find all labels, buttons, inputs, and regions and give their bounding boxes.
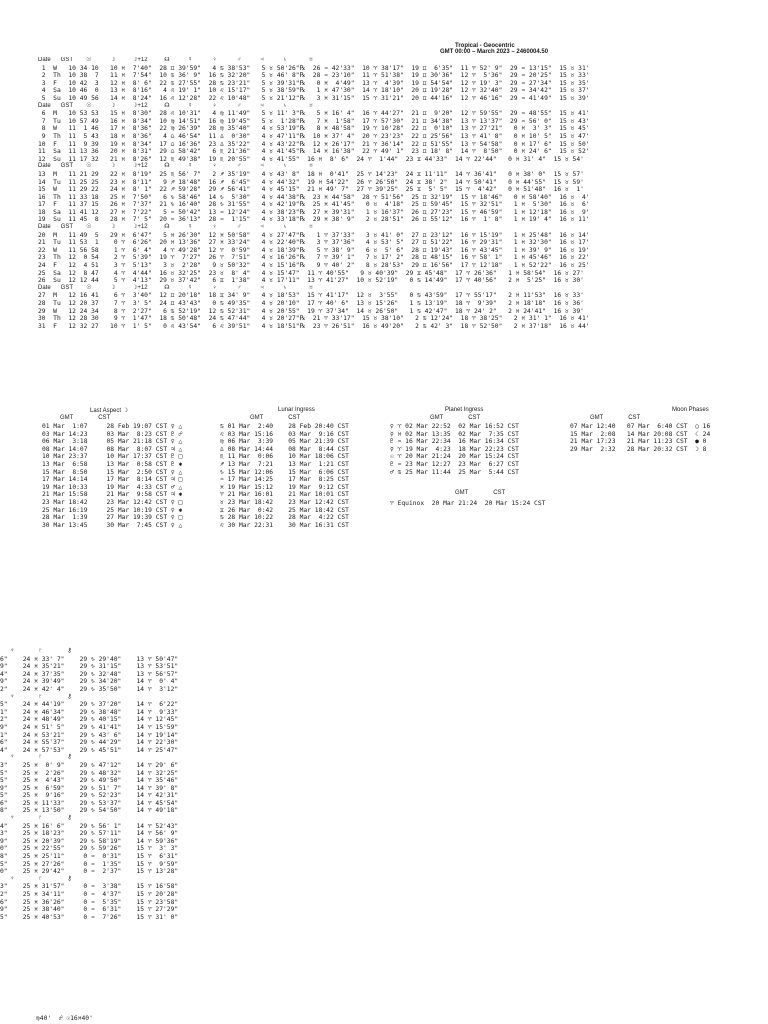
week-header: Date GST ☉ ☽ ☽+12 ☊ ☿ ♀ ♂ ♃ ♄ ♅	[38, 163, 314, 170]
ephemeris-row: 24 F 12 4 51 3 ♈ 5'13" 3 ♉ 2'28" 9 ♉ 50'32" 4 ♉ 15'16"℞ 9 ♈ 40' 2" 8 ♉ 28'53" 29 ♊ 16'56" 17 ♈ 12'18" 1 ♓ 52'22" 16 ♉ 25'	[38, 262, 590, 270]
outer-planet-row: 1" 24 ♓ 46'34" 29 ♑ 38'48" 14 ♈ 9'33"	[0, 708, 179, 716]
aspects-list	[42, 423, 182, 529]
ephemeris-row: 23 Th 12 0 54 2 ♈ 5'39" 19 ♈ 7'27" 26 ♈ 7'51" 4 ♉ 16'26"℞ 7 ♈ 39' 1" 7 ♉ 17' 2" 28 ♊ 48'15" 16 ♈ 58' 1" 1 ♓ 45'46" 16 ♉ 22'	[38, 254, 590, 262]
ephemeris-row: 17 F 11 37 15 26 ♓ 7'37" 21 ♑ 16'40" 28 ♑ 31'55" 4 ♉ 42'19"℞ 25 ♓ 41'45" 0 ♉ 4'18" 25 ♊ 59'45" 15 ♈ 32'51" 1 ♓ 5'30" 16 ♉ 6'	[38, 201, 590, 209]
ephemeris-row: 6 M 10 53 53 15 ♓ 8'30" 28 ♌ 10'31" 4 ♍ 11'49" 5 ♉ 11' 3"℞ 5 ♓ 16' 4" 16 ♈ 44'27" 21 ♊ 9'20" 12 ♈ 59'55" 29 ♒ 48'55" 15 ♉ 41'	[38, 110, 590, 118]
planet-ingress-row: ♂ ♋ 25 Mar 11:44 25 Mar 5:44 CST	[390, 468, 519, 476]
outer-planet-row: 8" 25 ♓ 13'50" 29 ♑ 54'50" 14 ♈ 49'18"	[0, 807, 179, 815]
aspects-title: Last Aspect ☽	[90, 408, 129, 414]
ephemeris-row: 10 F 11 9 39 19 ♓ 8'34" 17 ♎ 16'36" 23 ♎ 35'22" 4 ♉ 43'22"℞ 12 ♓ 26'17" 21 ♈ 36'14" 22 ♊ 51'55" 13 ♈ 54'58" 0 ♓ 17' 6" 15 ♉ 50'	[38, 140, 590, 148]
outer-planet-row: 1" 24 ♓ 53'21" 29 ♑ 43' 6" 14 ♈ 19'14"	[0, 731, 179, 739]
lunar-ingress-col-headers: GMT CST	[250, 415, 301, 421]
lunar-ingress-list	[220, 423, 349, 529]
outer-planet-row: 6" 25 ♓ 11'33" 29 ♑ 53'37" 14 ♈ 45'54"	[0, 799, 179, 807]
page-title: Tropical - Geocentric	[455, 43, 515, 49]
ephemeris-row: 29 W 12 24 34 8 ♈ 2'27" 6 ♋ 52'19" 12 ♋ 52'31" 4 ♉ 20'55" 19 ♈ 37'34" 14 ♉ 26'50" 1 ♋ 42'47" 18 ♈ 24' 2" 2 ♓ 24'41" 16 ♉ 39'	[38, 307, 584, 315]
outer-planet-row: 9" 24 ♓ 39'49" 29 ♑ 34'20" 14 ♈ 0' 4"	[0, 678, 179, 686]
outer-planet-row: 6" 24 ♓ 33' 7" 29 ♑ 29'40" 13 ♈ 50'47"	[0, 655, 179, 663]
ephemeris-row: 11 Sa 11 13 36 20 ♓ 8'31" 29 ♎ 58'42" 6 ♏ 21'36" 4 ♉ 41'45"℞ 14 ♓ 16'38" 22 ♈ 49' 1" 23 ♊ 18' 8" 14 ♈ 8'50" 0 ♓ 24' 6" 15 ♉ 52'	[38, 148, 590, 156]
lunar-ingress-row: ♓ 19 Mar 15:12 19 Mar 9:12 CST	[220, 483, 349, 491]
ephemeris-row: 28 Tu 12 20 37 7 ♈ 3' 5" 24 ♊ 43'43" 0 ♋ 49'35" 4 ♉ 20'10" 17 ♈ 40' 6" 13 ♉ 15'26" 1 ♋ 13'19" 18 ♈ 9'39" 2 ♓ 18'18" 16 ♉ 36'	[38, 300, 584, 307]
outer-planet-row: 6" 24 ♓ 55'37" 29 ♑ 44'29" 14 ♈ 22'30"	[0, 739, 179, 747]
outer-week-header: ♆ ♇ ⚷	[0, 815, 72, 822]
page-subtitle: GMT 00:00 – March 2023 – 2460004.50	[440, 49, 549, 55]
planet-ingress-row: ☿ ♓ 02 Mar 13:35 02 Mar 7:35 CST	[390, 430, 519, 438]
moon-phases-col-headers: GMT CST	[590, 415, 641, 421]
lunar-ingress-row: ♍ 06 Mar 3:39 05 Mar 21:39 CST	[220, 438, 349, 446]
aspect-row: 01 Mar 1:07 28 Feb 19:07 CST ♀ △	[42, 423, 183, 430]
lunar-ingress-row: ♐ 13 Mar 7:21 13 Mar 1:21 CST	[220, 460, 349, 468]
outer-planet-row: 4" 25 ♓ 16' 6" 29 ♑ 56' 1" 14 ♈ 52'43"	[0, 822, 179, 830]
planet-ingress-row: ♇ ♒ 23 Mar 12:27 23 Mar 6:27 CST	[390, 460, 519, 468]
lunar-ingress-row: ♋ 01 Mar 2:40 28 Feb 20:40 CST	[220, 423, 349, 430]
outer-planet-row: 5" 24 ♓ 44'19" 29 ♑ 37'20" 14 ♈ 6'22"	[0, 701, 179, 709]
outer-planet-row: 5" 25 ♓ 9'16" 29 ♑ 52'23" 14 ♈ 42'31"	[0, 792, 179, 800]
ephemeris-row: 21 Tu 11 53 1 0 ♈ 6'26" 20 ♓ 13'36" 27 ♓ 33'24" 4 ♉ 22'40"℞ 3 ♈ 37'36" 4 ♉ 53' 5" 27 ♊ 51'22" 16 ♈ 29'31" 1 ♓ 32'30" 16 ♉ 17'	[38, 239, 590, 247]
aspect-row: 15 Mar 8:50 15 Mar 2:50 CST ♀ △	[42, 468, 183, 476]
planet-ingress-title: Planet Ingress	[445, 407, 484, 413]
equinox-col-headers: GMT CST	[455, 490, 506, 496]
planet-ingress-row: ♇ ♒ 16 Mar 22:34 16 Mar 16:34 CST	[390, 438, 519, 446]
week-header: Date GST ☉ ☽ ☽+12 ☊ ☿ ♀ ♂ ♃ ♄ ♅	[38, 284, 314, 291]
lunar-ingress-row: ♒ 17 Mar 14:25 17 Mar 8:25 CST	[220, 476, 349, 484]
planet-ingress-row: ♀ ♈ 02 Mar 22:52 02 Mar 16:52 CST	[390, 423, 519, 430]
ephemeris-row: 14 Tu 11 25 25 23 ♓ 8'11" 9 ♐ 18'48" 16 ♐ 6'45" 4 ♉ 44'32" 19 ♓ 54'22" 26 ♈ 26'50" 24 ♊ 38' 2" 14 ♈ 50'41" 0 ♓ 44'55" 15 ♉ 59'	[38, 178, 584, 186]
aspect-row: 23 Mar 18:42 23 Mar 12:42 CST ♀ □	[42, 498, 183, 506]
ephemeris-row: 30 Th 12 28 30 9 ♈ 1'47" 18 ♋ 50'48" 24 ♋ 47'44" 4 ♉ 20'27"℞ 21 ♈ 33'17" 15 ♉ 38'10" 2 ♋ 12'24" 18 ♈ 38'25" 2 ♓ 31' 1" 16 ♉ 41'	[38, 315, 590, 323]
ephemeris-row: 5 Su 10 49 56 14 ♓ 8'24" 16 ♌ 12'28" 22 ♌ 10'48" 5 ♉ 21'12"℞ 3 ♓ 31'15" 15 ♈ 31'21" 20 ♊ 44'16" 12 ♈ 46'16" 29 ♒ 41'49" 15 ♉ 39'	[38, 94, 590, 102]
page-footer: ♍40' ☍ ☉16♓40'	[36, 1015, 93, 1022]
lunar-ingress-title: Lunar Ingress	[278, 407, 315, 413]
ephemeris-row: 15 W 11 29 22 24 ♓ 8' 1" 22 ♐ 59'28" 29 ♐ 56'41" 4 ♉ 45'15" 21 ♓ 49' 7" 27 ♈ 39'25" 25 ♊ 5' 5" 15 ♈ 4'42" 0 ♓ 51'48" 16 ♉ 1'	[38, 186, 584, 194]
moon-phases-list	[570, 423, 768, 453]
ephemeris-table	[38, 57, 768, 330]
outer-planet-row: 4" 24 ♓ 57'53" 29 ♑ 45'51" 14 ♈ 25'47"	[0, 746, 179, 754]
planet-ingress-col-headers: GMT CST	[430, 415, 481, 421]
outer-week-header: ♆ ♇ ⚷	[0, 754, 72, 761]
ephemeris-row: 19 Su 11 45 8 28 ♓ 7' 5" 20 ♒ 36'13" 28 ♒ 1'15" 4 ♉ 33'18"℞ 29 ♓ 38' 9" 2 ♉ 28'51" 26 ♊ 55'12" 16 ♈ 1' 8" 1 ♓ 19' 4" 16 ♉ 11'	[38, 216, 590, 224]
outer-planet-row: 5" 25 ♓ 4'43" 29 ♑ 49'50" 14 ♈ 35'46"	[0, 777, 179, 785]
outer-planet-row: 9" 25 ♓ 20'39" 29 ♑ 58'19" 14 ♈ 59'36"	[0, 837, 179, 845]
outer-week-header: ♆ ♇ ⚷	[0, 648, 72, 654]
moon-phase-row: 21 Mar 17:23 21 Mar 11:23 CST ● 0	[570, 438, 707, 446]
ephemeris-row: 20 M 11 49 5 29 ♓ 6'47" 5 ♓ 26'30" 12 ♓ 50'58" 4 ♉ 27'47"℞ 1 ♈ 37'33" 3 ♉ 41' 0" 27 ♊ 23'12" 16 ♈ 15'19" 1 ♓ 25'48" 16 ♉ 14'	[38, 231, 590, 239]
planet-ingress-row: ☉ ♈ 20 Mar 21:24 20 Mar 15:24 CST	[390, 453, 519, 461]
aspect-row: 17 Mar 14:14 17 Mar 8:14 CST ♃ □	[42, 476, 183, 484]
aspect-row: 19 Mar 10:33 19 Mar 4:33 CST ♂ △	[42, 483, 183, 491]
outer-planet-row: 9" 24 ♓ 51' 5" 29 ♑ 41'41" 14 ♈ 15'59"	[0, 723, 179, 731]
ephemeris-row: 16 Th 11 33 18 25 ♓ 7'50" 6 ♑ 58'46" 14 ♑ 5'30" 4 ♉ 44'38"℞ 23 ♓ 44'58" 28 ♈ 51'56" 25 ♊ 32'19" 15 ♈ 18'46" 0 ♓ 58'40" 16 ♉ 4'	[38, 193, 590, 201]
lunar-ingress-row: ♎ 08 Mar 14:44 08 Mar 8:44 CST	[220, 445, 349, 453]
lunar-ingress-row: ♊ 26 Mar 0:42 25 Mar 18:42 CST	[220, 506, 349, 514]
outer-planet-row: 2" 24 ♓ 48'49" 29 ♑ 40'15" 14 ♈ 12'45"	[0, 716, 179, 724]
ephemeris-row: 4 Sa 10 46 0 13 ♓ 8'16" 4 ♌ 19' 1" 10 ♌ 15'17" 5 ♉ 38'59"℞ 1 ♓ 47'30" 14 ♈ 18'10" 20 ♊ 19'28" 12 ♈ 32'40" 29 ♒ 34'42" 15 ♉ 37'	[38, 87, 590, 95]
moon-phase-row: 07 Mar 12:40 07 Mar 6:40 CST ○ 16	[570, 423, 711, 430]
outer-planet-row: 9" 25 ♓ 38'40" 0 ♒ 6'31" 15 ♈ 27'29"	[0, 906, 179, 914]
ephemeris-row: 9 Th 11 5 43 18 ♓ 8'36" 4 ♎ 46'54" 11 ♎ 0'30" 4 ♉ 47'11"℞ 10 ♓ 37' 4" 20 ♈ 23'23" 22 ♊ 25'56" 13 ♈ 41' 8" 0 ♓ 10' 5" 15 ♉ 47'	[38, 132, 590, 140]
outer-planet-row: 3" 25 ♓ 18'23" 29 ♑ 57'11" 14 ♈ 56' 9"	[0, 830, 179, 838]
aspects-col-headers: GMT CST	[60, 415, 111, 421]
lunar-ingress-row: ♈ 21 Mar 16:01 21 Mar 10:01 CST	[220, 491, 349, 499]
outer-week-header: ♆ ♇ ⚷	[0, 693, 72, 700]
week-header: Date GST ☉ ☽ ☽+12 ☊ ☿ ♀ ♂ ♃ ♄ ♅	[38, 224, 314, 231]
moon-phases-title: Moon Phases	[672, 407, 709, 413]
aspect-row: 06 Mar 3:18 05 Mar 21:18 CST ♀ △	[42, 438, 183, 446]
outer-planet-row: 3" 25 ♓ 0' 9" 29 ♑ 47'12" 14 ♈ 29' 6"	[0, 761, 179, 769]
ephemeris-row: 3 F 10 42 3 12 ♓ 8' 6" 22 ♋ 27'55" 28 ♋ 23'21" 5 ♉ 39'31"℞ 0 ♓ 4'49" 13 ♈ 4'39" 19 ♊ 54'54" 12 ♈ 19' 3" 29 ♒ 27'34" 15 ♉ 35'	[38, 79, 590, 87]
outer-planets-table	[0, 648, 178, 921]
aspect-row: 10 Mar 23:37 10 Mar 17:37 CST ♇ □	[42, 453, 183, 461]
moon-phase-row: 15 Mar 2:08 14 Mar 20:08 CST ☾ 24	[570, 430, 711, 438]
aspect-row: 13 Mar 6:58 13 Mar 0:58 CST ♇ ✱	[42, 460, 183, 468]
week-header: Date GST ☉ ☽ ☽+12 ☊ ☿ ♀ ♂ ♃ ♄ ♅	[38, 102, 314, 109]
ephemeris-row: 22 W 11 56 58 1 ♈ 6' 4" 4 ♈ 49'28" 12 ♈ 0'59" 4 ♉ 18'39"℞ 5 ♈ 38' 9" 6 ♉ 5' 6" 28 ♊ 19'43" 16 ♈ 43'45" 1 ♓ 39' 9" 16 ♉ 19'	[38, 246, 590, 254]
outer-planet-row: 9" 25 ♓ 6'59" 29 ♑ 51' 7" 14 ♈ 39' 8"	[0, 784, 179, 792]
equinox-line: ♈ Equinox 20 Mar 21:24 20 Mar 15:24 CST	[390, 500, 546, 507]
ephemeris-row: 25 Sa 12 8 47 4 ♈ 4'44" 16 ♉ 32'25" 23 ♉ 8' 4" 4 ♉ 15'47" 11 ♈ 40'55" 9 ♉ 40'39" 29 ♊ 45'48" 17 ♈ 26'36" 1 ♓ 58'54" 16 ♉ 27'	[38, 269, 584, 277]
outer-planet-row: 3" 25 ♓ 31'57" 0 ♒ 3'38" 15 ♈ 16'58"	[0, 883, 179, 891]
aspect-row: 03 Mar 14:23 03 Mar 8:23 CST ♇ ☍	[42, 430, 183, 438]
ephemeris-row: 8 W 11 1 46 17 ♓ 8'36" 22 ♍ 26'39" 28 ♍ 35'40" 4 ♉ 53'19"℞ 8 ♓ 48'58" 19 ♈ 10'28" 22 ♊ 0'10" 13 ♈ 27'21" 0 ♓ 3' 3" 15 ♉ 45'	[38, 125, 590, 133]
lunar-ingress-row: ♌ 30 Mar 22:31 30 Mar 16:31 CST	[220, 521, 349, 529]
ephemeris-row: 7 Tu 10 57 49 16 ♓ 8'34" 10 ♍ 14'51" 16 ♍ 19'45" 5 ♉ 1'28"℞ 7 ♓ 1'58" 17 ♈ 57'30" 21 ♊ 34'38" 13 ♈ 13'37" 29 ♒ 56' 0" 15 ♉ 43'	[38, 117, 590, 125]
ephemeris-row: 1 W 10 34 10 10 ♓ 7'40" 28 ♊ 39'59" 4 ♋ 38'53" 5 ♉ 50'26"℞ 26 ♒ 42'33" 10 ♈ 38'17" 19 ♊ 6'35" 11 ♈ 52' 9" 29 ♒ 13'15" 15 ♉ 31'	[38, 64, 590, 72]
lunar-ingress-row: ♋ 28 Mar 10:22 28 Mar 4:22 CST	[220, 514, 349, 522]
aspect-row: 25 Mar 16:19 25 Mar 10:19 CST ♀ ✱	[42, 506, 183, 514]
aspect-row: 21 Mar 15:58 21 Mar 9:58 CST ♃ ✱	[42, 491, 183, 499]
outer-planet-row: 6" 25 ♓ 36'26" 0 ♒ 5'35" 15 ♈ 23'58"	[0, 898, 179, 906]
ephemeris-row: 27 M 12 16 41 6 ♈ 3'40" 12 ♊ 20'18" 18 ♊ 34' 9" 4 ♉ 18'53" 15 ♈ 41'17" 12 ♉ 3'55" 0 ♋ 43'59" 17 ♈ 55'17" 2 ♓ 11'53" 16 ♉ 33'	[38, 292, 584, 300]
aspect-row: 30 Mar 13:45 30 Mar 7:45 CST ♀ △	[42, 521, 183, 529]
outer-planet-row: 5" 25 ♓ 2'26" 29 ♑ 48'32" 14 ♈ 32'25"	[0, 769, 179, 777]
ephemeris-row: 13 M 11 21 29 22 ♓ 8'19" 25 ♏ 56' 7" 2 ♐ 35'19" 4 ♉ 43' 8" 18 ♓ 0'41" 25 ♈ 14'23" 24 ♊ 11'11" 14 ♈ 36'41" 0 ♓ 38' 0" 15 ♉ 57'	[38, 170, 584, 178]
lunar-ingress-row: ♑ 15 Mar 12:06 15 Mar 6:06 CST	[220, 468, 349, 476]
moon-phase-row: 29 Mar 2:32 28 Mar 20:32 CST ☽ 8	[570, 445, 707, 453]
outer-planet-row: 2" 24 ♓ 42' 4" 29 ♑ 35'50" 14 ♈ 3'12"	[0, 685, 179, 693]
aspect-row: 08 Mar 14:07 08 Mar 8:07 CST ♃ △	[42, 445, 183, 453]
ephemeris-row: 2 Th 10 38 7 11 ♓ 7'54" 10 ♋ 36' 9" 16 ♋ 32'20" 5 ♉ 46' 8"℞ 28 ♒ 23'10" 11 ♈ 51'38" 19 ♊ 30'36" 12 ♈ 5'36" 29 ♒ 20'25" 15 ♉ 33'	[38, 72, 590, 80]
outer-week-header: ♆ ♇ ⚷	[0, 875, 72, 882]
outer-planet-row: 8" 25 ♓ 25'11" 0 ♒ 0'31" 15 ♈ 6'31"	[0, 853, 179, 861]
lunar-ingress-row: ♏ 11 Mar 0:06 10 Mar 18:06 CST	[220, 453, 349, 461]
outer-planet-row: 2" 25 ♓ 34'11" 0 ♒ 4'37" 15 ♈ 20'28"	[0, 891, 179, 898]
outer-planet-row: 5" 25 ♓ 40'53" 0 ♒ 7'26" 15 ♈ 31' 0"	[0, 913, 179, 921]
outer-planet-row: 9" 24 ♓ 35'21" 29 ♑ 31'15" 13 ♈ 53'51"	[0, 663, 179, 671]
ephemeris-row: 12 Su 11 17 32 21 ♓ 8'26" 12 ♏ 49'38" 19 ♏ 20'55" 4 ♉ 41'55" 16 ♓ 8' 6" 24 ♈ 1'44" 23 ♊ 44'33" 14 ♈ 22'44" 0 ♓ 31' 4" 15 ♉ 54'	[38, 155, 584, 163]
ephemeris-row: 26 Su 12 12 44 5 ♈ 4'13" 29 ♉ 37'42" 6 ♊ 1'38" 4 ♉ 17'11" 13 ♈ 41'27" 10 ♉ 52'19" 0 ♋ 14'49" 17 ♈ 40'56" 2 ♓ 5'25" 16 ♉ 30'	[38, 277, 584, 285]
ephemeris-row: 18 Sa 11 41 12 27 ♓ 7'22" 5 ♒ 50'42" 13 ♒ 12'24" 4 ♉ 38'23"℞ 27 ♓ 39'31" 1 ♉ 16'37" 26 ♊ 27'23" 15 ♈ 46'59" 1 ♓ 12'18" 16 ♉ 9'	[38, 208, 590, 216]
lunar-ingress-row: ♉ 23 Mar 18:42 23 Mar 12:42 CST	[220, 498, 349, 506]
planet-ingress-row: ☿ ♈ 19 Mar 4:23 18 Mar 22:23 CST	[390, 445, 519, 453]
aspect-row: 28 Mar 1:39 27 Mar 19:39 CST ♀ □	[42, 514, 183, 522]
lunar-ingress-row: ♌ 03 Mar 15:16 03 Mar 9:16 CST	[220, 430, 349, 438]
outer-planet-row: 0" 25 ♓ 22'55" 29 ♑ 59'26" 15 ♈ 3' 3"	[0, 845, 179, 853]
outer-planet-row: 5" 25 ♓ 27'26" 0 ♒ 1'35" 15 ♈ 9'59"	[0, 860, 179, 868]
outer-planet-row: 4" 24 ♓ 37'35" 29 ♑ 32'48" 13 ♈ 56'57"	[0, 670, 179, 678]
planet-ingress-list	[390, 423, 519, 476]
week-header: Date GST ☉ ☽ ☽+12 ☊ ☿ ♀ ♂ ♃ ♄ ♅	[38, 57, 314, 63]
outer-planet-row: 0" 25 ♓ 29'42" 0 ♒ 2'37" 15 ♈ 13'28"	[0, 868, 179, 876]
ephemeris-row: 31 F 12 32 27 10 ♈ 1' 5" 0 ♌ 43'54" 6 ♌ 39'51" 4 ♉ 18'51"℞ 23 ♈ 26'51" 16 ♉ 49'20" 2 ♋ 42' 3" 18 ♈ 52'50" 2 ♓ 37'18" 16 ♉ 44'	[38, 322, 590, 330]
